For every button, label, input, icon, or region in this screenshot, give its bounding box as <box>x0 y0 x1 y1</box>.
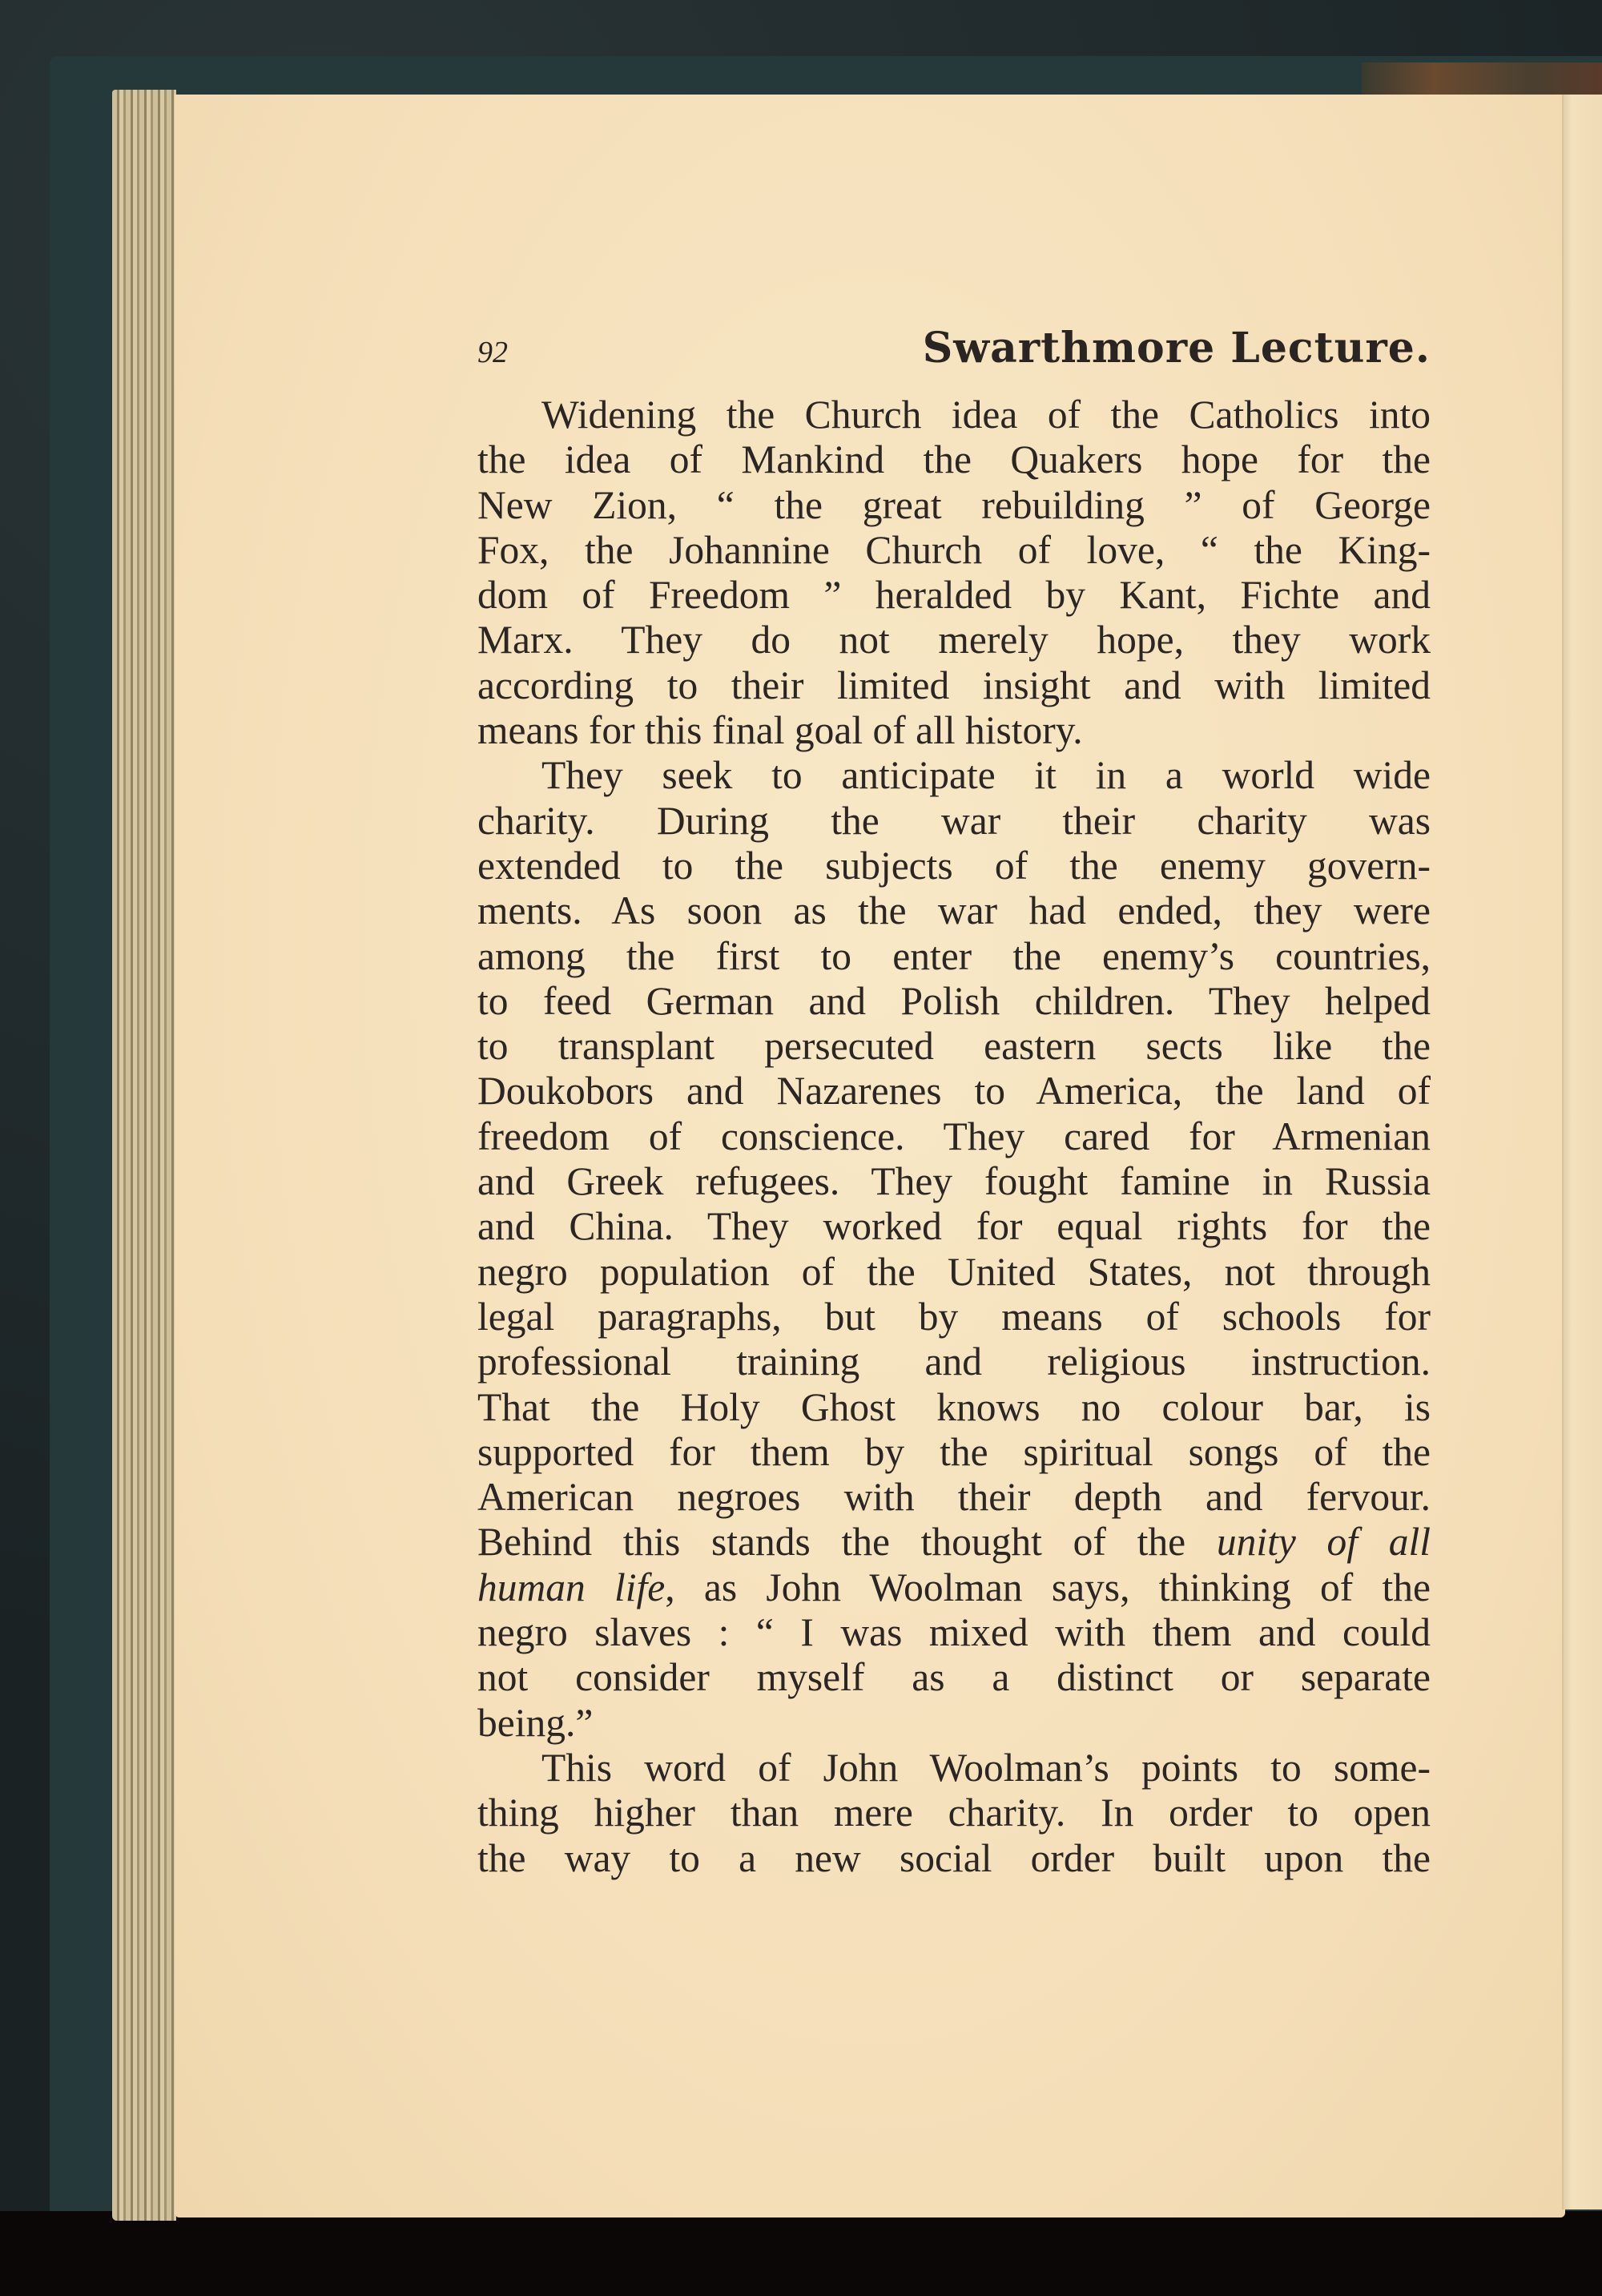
text-line: Fox, the Johannine Church of love, “ the King- <box>477 527 1431 572</box>
italic-phrase: unity of all <box>1216 1520 1431 1565</box>
text-line: American negroes with their depth and fervour. <box>477 1475 1431 1520</box>
body-text <box>477 393 1431 1881</box>
page-number: 92 <box>477 336 508 369</box>
text-line-mixed <box>477 1520 1431 1565</box>
text-line: and Greek refugees. They fought famine in Russia <box>477 1159 1431 1204</box>
text-line: negro slaves : “ I was mixed with them and could <box>477 1610 1431 1655</box>
text-line: means for this final goal of all history. <box>477 708 1083 753</box>
text-line: to feed German and Polish children. They helped <box>477 978 1431 1023</box>
text-segment: , as John Woolman says, thinking of the <box>665 1565 1431 1609</box>
text-line: extended to the subjects of the enemy govern- <box>477 843 1431 888</box>
facing-page-edge <box>1562 95 1602 2209</box>
text-line: This word of John Woolman’s points to some- <box>541 1745 1431 1790</box>
text-line-mixed <box>477 1565 1431 1610</box>
text-line: dom of Freedom ” heralded by Kant, Fichte and <box>477 573 1431 618</box>
text-line: legal paragraphs, but by means of schools for <box>477 1294 1431 1339</box>
text-line: negro population of the United States, not through <box>477 1249 1431 1294</box>
text-line: the way to a new social order built upon the <box>477 1835 1431 1880</box>
text-line: among the first to enter the enemy’s countries, <box>477 933 1431 978</box>
page-header <box>477 324 1431 372</box>
text-line: and China. They worked for equal rights for the <box>477 1204 1431 1249</box>
text-line: Marx. They do not merely hope, they work <box>477 618 1431 663</box>
text-line: to transplant persecuted eastern sects like the <box>477 1024 1431 1069</box>
text-line: professional training and religious instruction. <box>477 1339 1431 1384</box>
italic-phrase: human life <box>477 1565 666 1609</box>
page-edges <box>112 90 176 2221</box>
text-line: the idea of Mankind the Quakers hope for the <box>477 437 1431 482</box>
text-line: freedom of conscience. They cared for Armenian <box>477 1114 1431 1158</box>
dark-background-bottom <box>0 2211 1602 2296</box>
text-segment: Behind this stands the thought of the <box>477 1520 1186 1565</box>
text-line: ments. As soon as the war had ended, they were <box>477 888 1431 933</box>
running-head: Swarthmore Lecture. <box>922 324 1431 373</box>
text-line: New Zion, “ the great rebuilding ” of George <box>477 482 1431 527</box>
text-line: thing higher than mere charity. In order to open <box>477 1790 1431 1835</box>
text-line: They seek to anticipate it in a world wide <box>541 753 1431 798</box>
text-line: not consider myself as a distinct or separate <box>477 1655 1431 1700</box>
text-line: charity. During the war their charity was <box>477 798 1431 843</box>
text-line: supported for them by the spiritual songs of the <box>477 1429 1431 1474</box>
binding-edge-worn <box>1362 62 1602 99</box>
text-line: being.” <box>477 1700 594 1745</box>
text-line: according to their limited insight and with limited <box>477 663 1431 707</box>
text-line: Widening the Church idea of the Catholics into <box>541 393 1431 437</box>
text-line: Doukobors and Nazarenes to America, the land of <box>477 1069 1431 1114</box>
text-line: That the Holy Ghost knows no colour bar, is <box>477 1384 1431 1429</box>
